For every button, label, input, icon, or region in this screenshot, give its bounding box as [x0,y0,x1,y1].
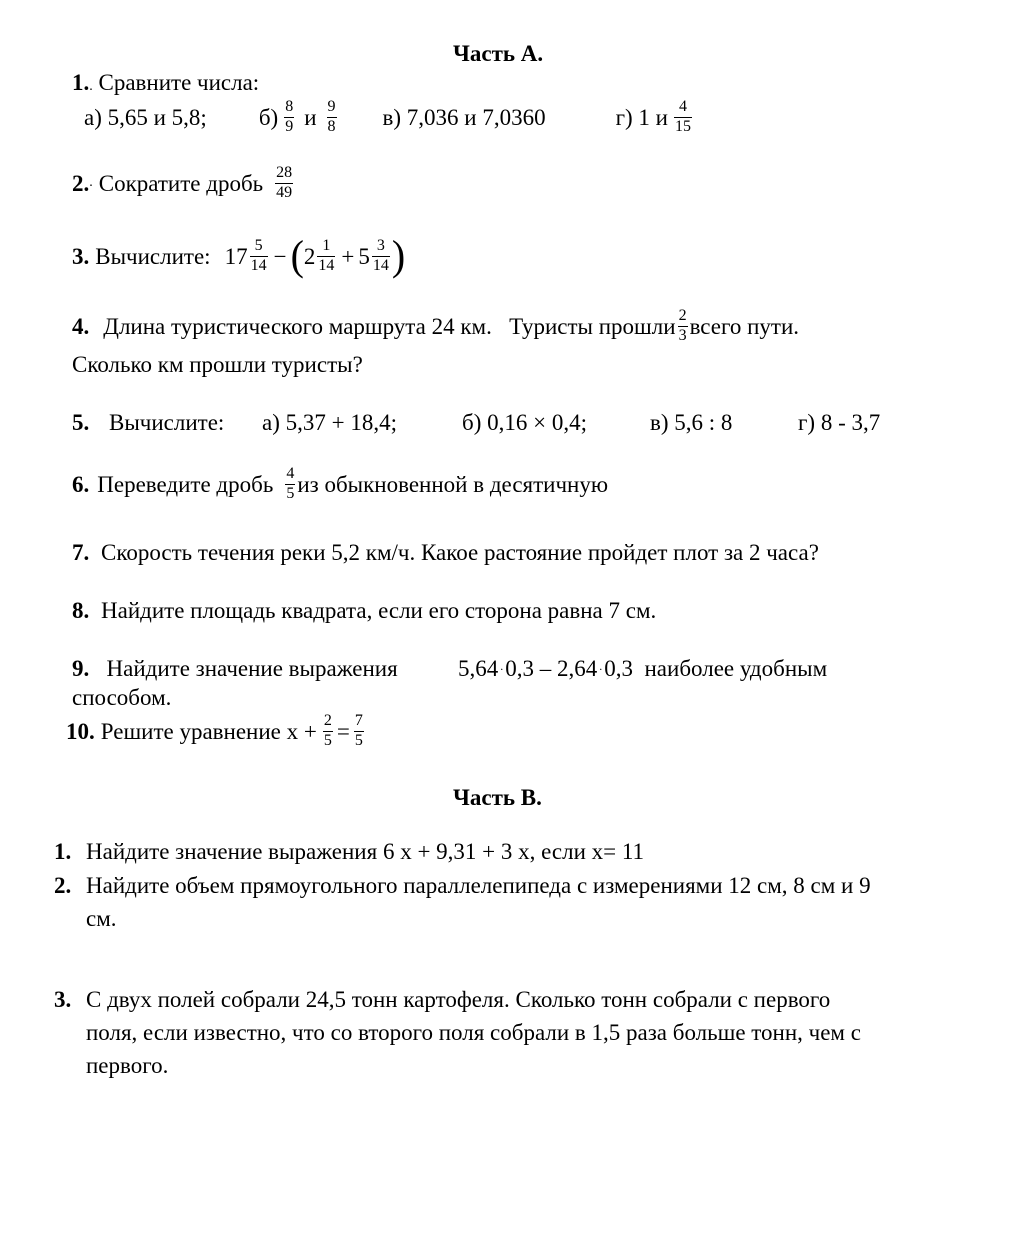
minus-sign: − [273,243,287,269]
fraction-4-5: $\frac{4}{5}$ [286,464,295,502]
expr-part: 0,3 наиболее удобным [604,656,828,681]
option-a: а) 5,65 и 5,8; [84,104,207,130]
expression [458,657,827,680]
fraction-28-49: $\frac{28}{49}$ [276,163,293,201]
question-text: Сократите дробь [98,170,264,196]
plus-sign: + [341,243,355,269]
question-a8 [72,599,656,622]
fraction-3-14: $\frac{3}{14}$ [372,236,389,274]
question-a1-options [84,94,694,140]
question-b1-text: Найдите значение выражения 6 х + 9,31 + 3 х, если х= 11 [86,839,645,864]
question-b3-line3: первого. [86,1053,169,1078]
question-number: 10. [66,718,95,744]
fraction-4-15: $\frac{4}{15}$ [675,97,691,135]
question-number: 3. [72,243,90,269]
question-a6 [72,461,608,507]
question-number: 1. [72,70,90,95]
question-number: 3. [54,987,72,1012]
equals-sign: = [336,718,350,744]
question-text: Длина туристического маршрута 24 км. Туристы прошли [103,313,676,339]
multiply-dot: . [599,659,603,673]
right-paren: ) [391,231,406,280]
whole-17: 17 [224,243,248,269]
question-b2-line2: см. [86,906,117,931]
question-number: 8. [72,598,90,623]
question-number: 6. [72,471,90,497]
option-d: г) 8 - 3,7 [798,410,881,435]
whole-2: 2 [303,243,316,269]
fraction-5-14: $\frac{5}{14}$ [250,236,267,274]
question-number: 9. [72,656,90,681]
fraction-8-9: $\frac{8}{9}$ [285,97,294,135]
question-b3-line1: С двух полей собрали 24,5 тонн картофеля. Сколько тонн собрали с первого [86,987,831,1012]
multiply-dot: . [500,659,504,673]
question-a9 [72,657,398,680]
part-b-title: Часть В. [453,785,542,810]
option-c: в) 5,6 : 8 [650,410,733,435]
question-b2-line1: Найдите объем прямоугольного параллелепипеда с измерениями 12 см, 8 см и 9 [86,873,871,898]
question-number: 2. [54,873,72,898]
question-text-end: всего пути. [689,313,800,339]
question-number: 5. [72,410,90,435]
question-text: Вычислите: [95,243,211,269]
question-number: 2. [72,170,90,196]
part-a-title: Часть А. [453,41,544,66]
question-a5 [72,411,224,434]
expr-part: 0,3 – 2,64 [505,656,598,681]
option-d-label: г) 1 и [615,104,668,130]
question-text: Переведите дробь [97,471,274,497]
fraction-2-3: $\frac{2}{3}$ [678,306,687,344]
fraction-9-8: $\frac{9}{8}$ [327,97,336,135]
question-text: Скорость течения реки 5,2 км/ч. Какое растояние пройдет плот за 2 часа? [101,540,819,565]
question-a3 [72,232,405,280]
question-a10 [66,708,366,754]
question-a9-line2: способом. [72,685,172,710]
question-text: Сравните числа: [98,70,260,95]
option-a: а) 5,37 + 18,4; [262,410,397,435]
whole-5: 5 [358,243,370,269]
question-a1 [72,71,259,94]
question-b3-line2: поля, если известно, что со второго поля собрали в 1,5 раза больше тонн, чем с [86,1020,861,1045]
option-b: б) 0,16 × 0,4; [462,410,587,435]
left-paren: ( [290,231,304,280]
question-a4 [72,303,799,349]
question-text: Вычислите: [109,410,225,435]
question-a4-line2: Сколько км прошли туристы? [72,352,363,377]
question-text: Решите уравнение х + [100,718,317,744]
fraction-7-5: $\frac{7}{5}$ [354,711,363,749]
fraction-2-5: $\frac{2}{5}$ [323,711,332,749]
question-number: 1. [54,839,72,864]
option-c: в) 7,036 и 7,0360 [382,104,546,130]
option-b-and: и [304,104,317,130]
stray-dot: . [89,175,93,190]
option-b-label: б) [258,104,279,130]
expr-part: 5,64 [458,656,499,681]
question-text-end: из обыкновенной в десятичную [297,471,609,497]
question-number: 4. [72,313,90,339]
question-number: 7. [72,540,90,565]
question-text: Найдите значение выражения [106,656,398,681]
stray-dot: . [89,79,93,94]
question-text: Найдите площадь квадрата, если его сторона равна 7 см. [101,598,657,623]
question-a2 [72,160,295,206]
fraction-1-14: $\frac{1}{14}$ [318,236,335,274]
question-a7 [72,541,819,564]
